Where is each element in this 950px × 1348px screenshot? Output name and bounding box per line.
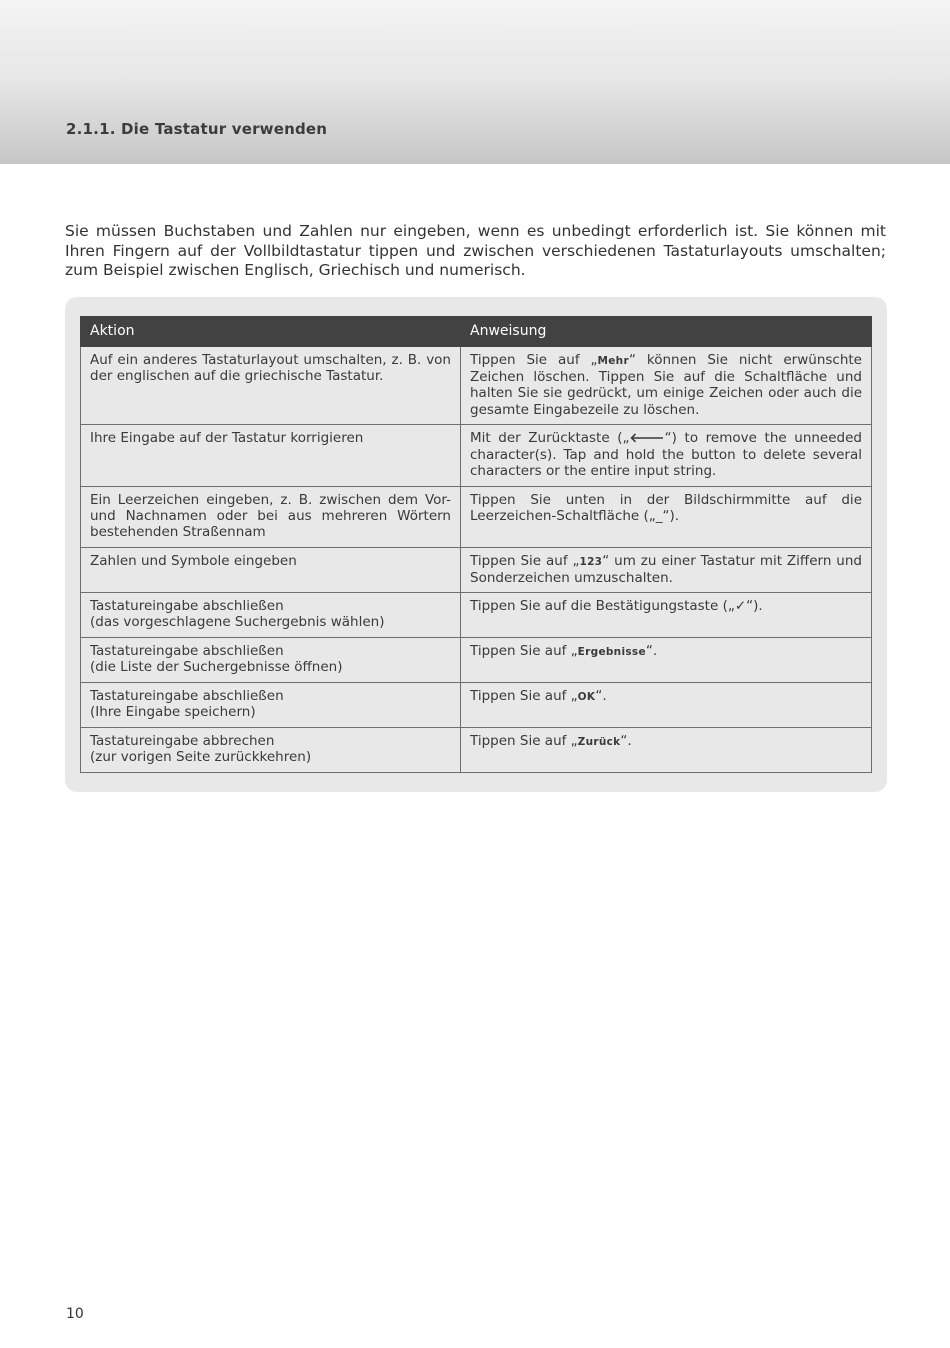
table-row bbox=[81, 425, 872, 487]
action-cell bbox=[81, 728, 461, 773]
instruction-text-pre: Mit der Zurücktaste („ bbox=[470, 430, 630, 446]
action-text: Auf ein anderes Tastaturlayout umschalten, z. B. von der englischen auf die griechische Tastatur. bbox=[90, 352, 451, 385]
instruction-text-post: “). bbox=[746, 598, 763, 615]
instruction-text-pre: Tippen Sie auf „ bbox=[470, 733, 578, 750]
instruction-cell bbox=[461, 547, 872, 592]
table-row bbox=[81, 486, 872, 547]
checkmark-icon: ✓ bbox=[734, 598, 747, 615]
action-text: Tastatureingabe abschließen (die Liste der Suchergebnisse öffnen) bbox=[90, 643, 343, 676]
instruction-text-post: “. bbox=[645, 643, 658, 660]
action-cell bbox=[81, 347, 461, 425]
instruction-text-post: “) to remove the unneeded character(s). Tap and hold the button to delete several characters or the entire input string. bbox=[470, 430, 862, 480]
instruction-cell bbox=[461, 347, 872, 425]
instruction-text-post: “. bbox=[595, 688, 607, 705]
instruction-cell bbox=[461, 638, 872, 683]
section-title: 2.1.1. Die Tastatur verwenden bbox=[66, 120, 328, 138]
action-cell bbox=[81, 683, 461, 728]
table-row bbox=[81, 683, 872, 728]
instruction-cell bbox=[461, 728, 872, 773]
table-row bbox=[81, 638, 872, 683]
instruction-cell bbox=[461, 486, 872, 547]
space-key-icon: _ bbox=[655, 507, 663, 524]
action-text: Ein Leerzeichen eingeben, z. B. zwischen dem Vor- und Nachnamen oder bei aus mehreren Wörtern bestehenden Straßennam bbox=[90, 491, 451, 541]
header-instruction: Anweisung bbox=[461, 317, 872, 347]
instruction-text-pre: Tippen Sie auf „ bbox=[470, 352, 598, 368]
table-row bbox=[81, 593, 872, 638]
action-text: Tastatureingabe abschließen (Ihre Eingabe speichern) bbox=[90, 688, 284, 721]
page-number: 10 bbox=[66, 1306, 84, 1322]
table-row bbox=[81, 728, 872, 773]
action-text: Ihre Eingabe auf der Tastatur korrigieren bbox=[90, 430, 364, 446]
instruction-text-pre: Tippen Sie auf die Bestätigungstaste („ bbox=[470, 598, 735, 615]
instruction-text-post: “ können Sie nicht erwünschte Zeichen löschen. Tippen Sie auf die Schaltfläche und halten Sie sie gedrückt, um einige Zeichen oder auch die gesamte Eingabezeile zu löschen. bbox=[470, 352, 862, 418]
header-band bbox=[0, 0, 950, 164]
instruction-text-pre: Tippen Sie auf „ bbox=[470, 688, 578, 705]
instruction-text-post: “). bbox=[662, 507, 680, 524]
instruction-text-post: “. bbox=[620, 733, 632, 750]
results-button-label: Ergebnisse bbox=[577, 646, 646, 659]
table-panel bbox=[65, 297, 887, 792]
header-action: Aktion bbox=[81, 317, 461, 347]
backspace-icon: 🡐 bbox=[629, 431, 665, 446]
action-cell bbox=[81, 486, 461, 547]
instruction-cell bbox=[461, 683, 872, 728]
action-text: Zahlen und Symbole eingeben bbox=[90, 552, 297, 569]
table-row bbox=[81, 347, 872, 425]
ok-button-label: OK bbox=[577, 691, 596, 704]
table-row bbox=[81, 547, 872, 592]
numeric-button-label: 123 bbox=[579, 555, 603, 568]
action-table bbox=[80, 316, 872, 773]
instruction-cell bbox=[461, 593, 872, 638]
action-text: Tastatureingabe abbrechen (zur vorigen Seite zurückkehren) bbox=[90, 733, 312, 766]
instruction-text-pre: Tippen Sie auf „ bbox=[470, 643, 578, 660]
action-cell bbox=[81, 638, 461, 683]
action-cell bbox=[81, 593, 461, 638]
back-button-label: Zurück bbox=[577, 736, 621, 749]
instruction-text-post: “ um zu einer Tastatur mit Ziffern und Sonderzeichen umzuschalten. bbox=[470, 552, 862, 586]
action-cell bbox=[81, 425, 461, 487]
table-header-row bbox=[81, 317, 872, 347]
instruction-text-pre: Tippen Sie unten in der Bildschirmmitte auf die Leerzeichen-Schaltfläche („ bbox=[470, 491, 862, 524]
more-button-label: Mehr bbox=[597, 355, 629, 367]
instruction-text-pre: Tippen Sie auf „ bbox=[470, 552, 580, 569]
action-text: Tastatureingabe abschließen (das vorgeschlagene Suchergebnis wählen) bbox=[90, 598, 385, 631]
instruction-cell bbox=[461, 425, 872, 487]
intro-paragraph: Sie müssen Buchstaben und Zahlen nur eingeben, wenn es unbedingt erforderlich ist. Sie können mit Ihren Fingern auf der Vollbildtastatur tippen und zwischen verschiedenen Tastaturlayouts umschalten; zum Beispiel zwischen Englisch, Griechisch und numerisch. bbox=[65, 222, 886, 279]
action-cell bbox=[81, 547, 461, 592]
